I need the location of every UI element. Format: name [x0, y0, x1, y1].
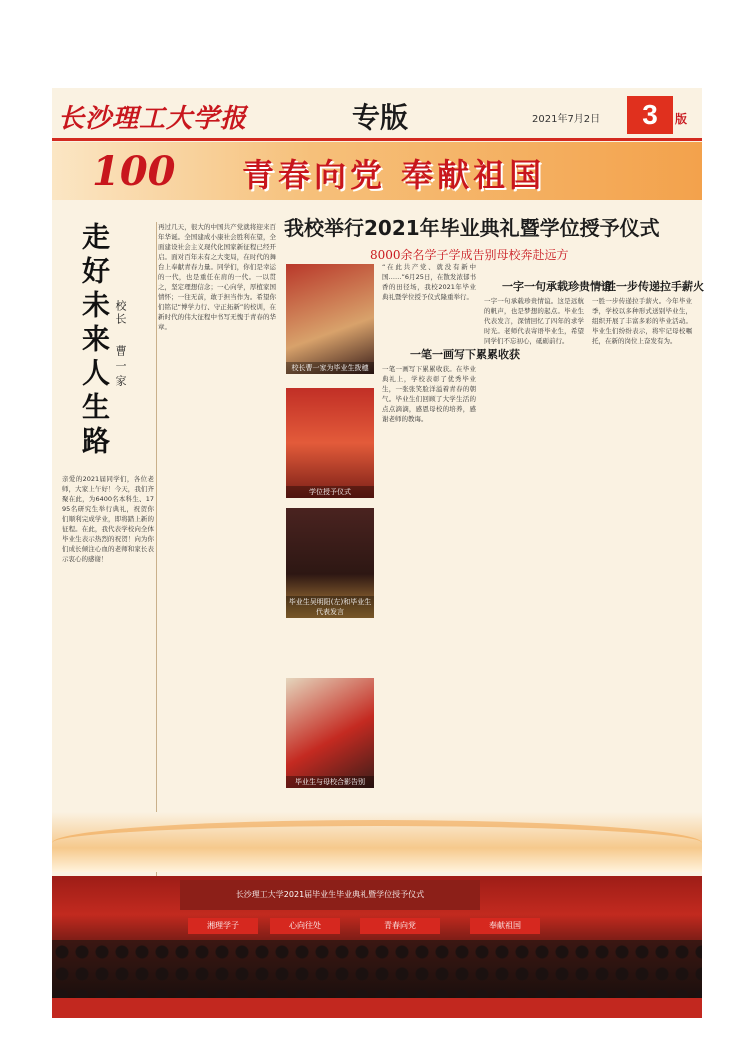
- article-title: 我校举行2021年毕业典礼暨学位授予仪式: [284, 216, 660, 240]
- subhead-torch: 一胜一步传递拉手薪火: [594, 280, 704, 293]
- centenary-logo: 100: [92, 148, 176, 195]
- photo-caption: 毕业生吴明阳(左)和毕业生代表发言: [286, 596, 374, 618]
- article-subtitle: 8000余名学子学成告别母校奔赴远方: [370, 248, 569, 262]
- commentary-body: 再过几天，很大的中国共产党就将迎来百年华诞。全国建成小康社会胜利在望，全面建设社会主义现代化国家新征程已经开启。面对百年未有之大变局，在时代的舞台上奉献青春力量。同学们，你们是幸运的一代，也是重任在肩的一代。一以贯之，坚定理想信念；一心向学，厚植家国情怀；一往无前，敢于担当作为。希望你们铭记“博学力行、守正拓新”的校训，在新时代的伟大征程中书写无愧于青春的华章。: [158, 223, 276, 331]
- masthead: [52, 92, 702, 140]
- section-title: 专版: [352, 101, 409, 134]
- stage-screen: 长沙理工大学2021届毕业生毕业典礼暨学位授予仪式: [180, 880, 480, 910]
- author-role: 校长: [114, 300, 127, 326]
- photo-caption: 学位授予仪式: [286, 486, 374, 498]
- graduates-crowd: [52, 940, 702, 1000]
- decorative-curve: [52, 820, 702, 866]
- stage-banner: 奉献祖国: [470, 918, 540, 934]
- photo-speech: [286, 508, 374, 618]
- page-unit: 版: [675, 112, 688, 126]
- article-body-col-2: 一字一句承载珍贵情谊。这是远航的帆声，也是梦想的起点。毕业生代表发言，深情回忆了四年的求学时光。老师代表寄语毕业生，希望同学们不忘初心，砥砺前行。: [484, 297, 584, 345]
- subhead-harvest: 一笔一画写下累累收获: [410, 348, 520, 361]
- photo-caption: 毕业生与母校合影告别: [286, 776, 374, 788]
- subhead-friendship: 一字一句承载珍贵情谊: [502, 280, 612, 293]
- photo-ceremony: [286, 388, 374, 498]
- stage-banner: 湘理学子: [188, 918, 258, 934]
- stage-banner: 青春向党: [360, 918, 440, 934]
- photo-farewell: [286, 678, 374, 788]
- commentary-title: 走好未来人生路: [78, 222, 111, 460]
- slogan-banner: [52, 142, 702, 200]
- commentary-body-left: 亲爱的2021届同学们，各位老师，大家上午好！今天，我们齐聚在此，为6400名本科生、1795名研究生举行典礼，祝贺你们顺利完成学业，即将踏上新的征程。在此，我代表学校向全体毕业生表示热烈的祝贺！向为你们成长倾注心血的老师和家长表示衷心的感谢！: [62, 475, 154, 563]
- issue-date: 2021年7月2日: [532, 114, 601, 125]
- page-number: 3: [627, 96, 673, 134]
- banner-slogan: 青春向党 奉献祖国: [242, 156, 546, 194]
- article-body-col-1: 一笔一画写下累累收获。在毕业典礼上，学校表彰了优秀毕业生，一张张笑脸洋溢着青春的朝气。毕业生们回顾了大学生活的点点滴滴，感恩母校的培养，感谢老师的教诲。: [382, 365, 476, 423]
- photo-hooding: [286, 264, 374, 374]
- photo-caption: 校长曹一家为毕业生拨穗: [286, 362, 374, 374]
- newspaper-title: 长沙理工大学报: [58, 104, 248, 134]
- footer-strip: [52, 998, 702, 1018]
- masthead-rule: [52, 138, 702, 141]
- stage-banner: 心向往处: [270, 918, 340, 934]
- author-name: 曹一家: [114, 345, 127, 390]
- article-lead: “在此共产党、就没有新中国……”6月25日，在散发浓郁书香的田径场，我校2021年毕业典礼暨学位授予仪式隆重举行。: [382, 263, 476, 301]
- article-body-col-3: 一胜一步传递拉手薪火。今年毕业季，学校以多种形式送别毕业生，组织开展了丰富多彩的毕业活动。毕业生们纷纷表示，将牢记母校嘱托，在新的岗位上奋发有为。: [592, 297, 692, 345]
